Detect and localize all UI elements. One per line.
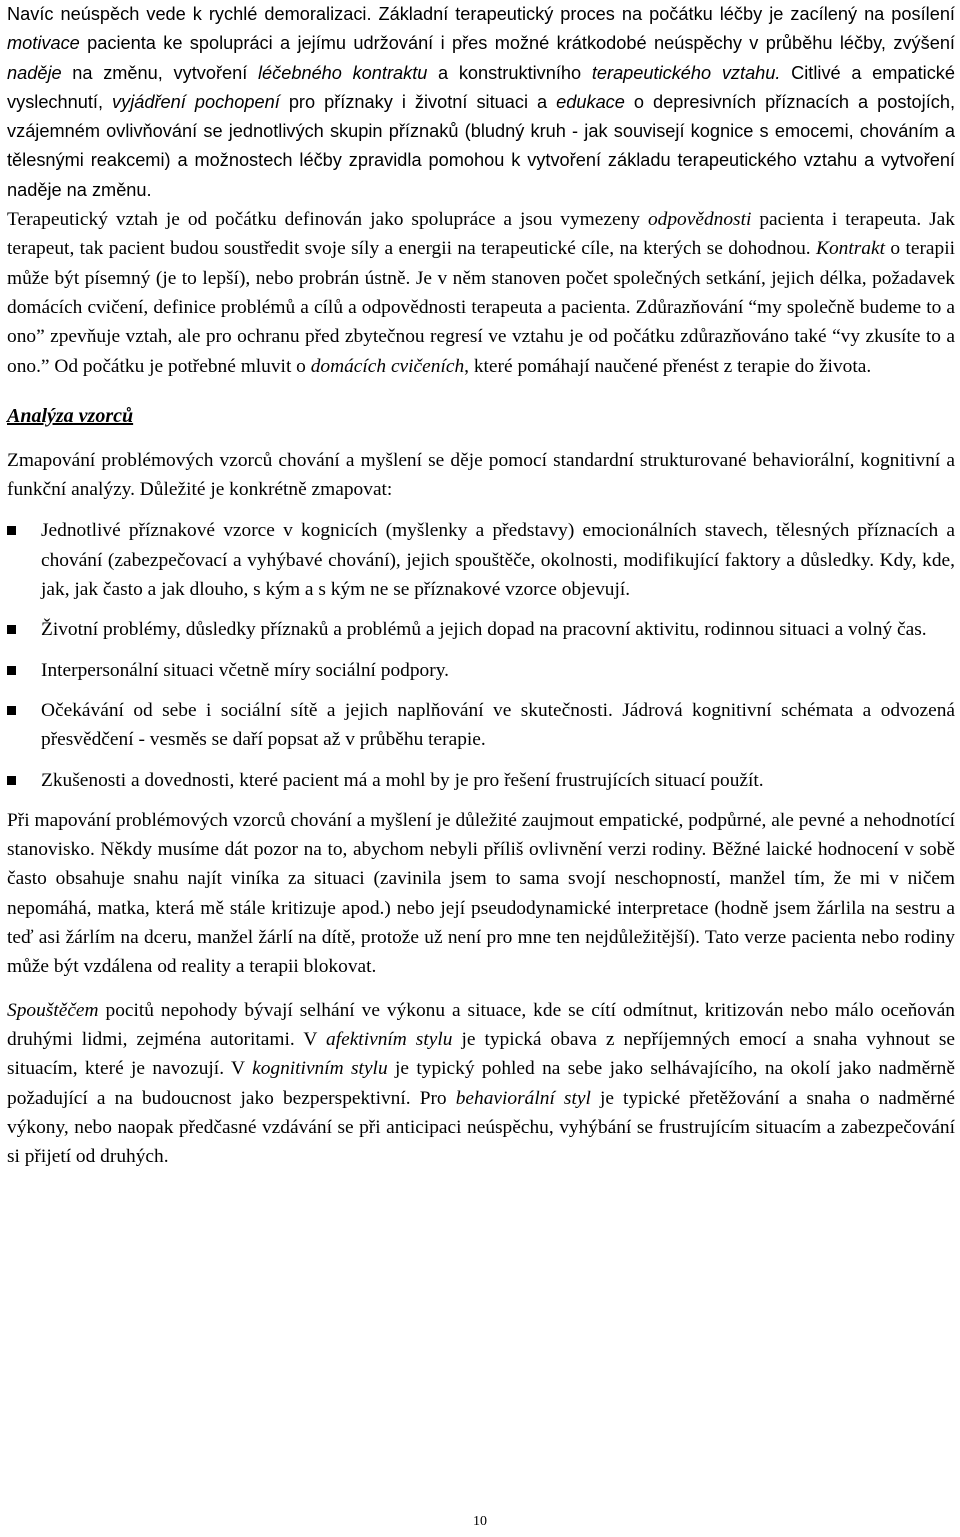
square-bullet-icon [7, 666, 16, 675]
run-1 [7, 4, 955, 200]
text-run: je typické přetěžování a snaha o nadměrné výkony, nebo naopak předčasné vzdávání se při anticipaci neúspěchu, vyhýbání se frustrujícím situacím a zabezpečování si přijetí od druhých. [7, 1087, 955, 1168]
text-run: o depresivních příznacích a postojích, vzájemném ovlivňování se jednotlivých skupin příznaků (bludný kruh - jak souvisejí kognice s emocemi, chováním a tělesnými reakcemi) a možnostech léčby zpravidla pomohou k vytvoření základu terapeutického vztahu a vytvoření naděje na změnu. [7, 91, 956, 200]
text-run: Navíc neúspěch vede k rychlé demoralizaci. Základní terapeutický proces na počátku léčby je zacílený na posílení [7, 4, 955, 24]
list-item [7, 766, 955, 795]
italic-text-run: behaviorální styl [455, 1087, 591, 1109]
paragraph-mapping-stance: Při mapování problémových vzorců chování a myšlení je důležité zaujmout empatické, podpůrné, ale pevné a nehodnotící stanovisko. Někdy musíme dát pozor na to, abychom nebyli příliš ovlivnění verzi rodiny. Běžné laické hodnocení v sobě často obsahuje snahu najít viníka za situaci (zavinila jsem to sama svojí neschopností, manžel tím, že mi v ničem nepomáhá, matka, která mě stále kritizuje apod.) nebo její pseudodynamické interpretace (hodně jsem žárlila na sestru a teď asi žárlím na dceru, manžel žárlí na dítě, protože už není pro mne ten nejdůležitější). Tato verze pacienta nebo rodiny může být vzdálena od reality a terapii blokovat. [7, 809, 955, 978]
italic-text-run: vyjádření pochopení [112, 91, 280, 112]
document-page [7, 0, 955, 1171]
italic-text-run: kognitivním stylu [252, 1058, 388, 1080]
italic-text-run: naděje [7, 62, 62, 83]
square-bullet-icon [7, 706, 16, 715]
square-bullet-icon [7, 625, 16, 634]
text-run: a konstruktivního [427, 62, 592, 83]
text-run: , které pomáhají naučené přenést z terapie do života. [464, 355, 872, 377]
section-heading: Analýza vzorců [7, 404, 134, 427]
list-item [7, 516, 955, 604]
italic-text-run: léčebného kontraktu [257, 62, 428, 83]
text-run: pocitů nepohody bývají selhání ve výkonu a situace, kde se cítí odmítnut, kritizován nebo málo oceňován druhými lidmi, zejména autoritami. V [7, 999, 955, 1050]
list-item [7, 615, 955, 644]
list-item-text: Interpersonální situaci včetně míry sociální podpory. [41, 659, 449, 681]
paragraph-therapeutic-process [7, 0, 955, 205]
list-item-text: Jednotlivé příznakové vzorce v kognicích (myšlenky a představy) emocionálních stavech, tělesných příznacích a chování (zabezpečovací a vyhýbavé chování), jejich spouštěče, okolnosti, modifikující faktory a důsledky. Kdy, kde, jak, jak často a jak dlouho, s kým a s kým ne se příznakové vzorce objevují. [41, 520, 955, 601]
bullet-list [7, 516, 955, 794]
square-bullet-icon [7, 776, 16, 785]
text-run: pro příznaky i životní situaci a [279, 91, 557, 112]
italic-text-run: motivace [7, 33, 80, 54]
text-run: je typický pohled na sebe jako selhávajícího, na okolí jako nadměrně požadující a na budoucnost jako bezperspektivní. Pro [7, 1058, 955, 1109]
text-run: Terapeutický vztah je od počátku definován jako spolupráce a jsou vymezeny [7, 209, 648, 231]
text-run: pacienta i terapeuta. Jak terapeut, tak pacient budou soustředit svoje síly a energii na terapeutické cíle, na kterých se dohodnou. [7, 209, 955, 260]
list-item [7, 656, 955, 685]
paragraph-triggers-styles [7, 996, 955, 1172]
paragraph-analysis-intro: Zmapování problémových vzorců chování a myšlení se děje pomocí standardní strukturované behaviorální, kognitivní a funkční analýzy. Důležité je konkrétně zmapovat: [7, 449, 955, 501]
run-4 [7, 1000, 955, 1167]
text-run: je typická obava z nepříjemných emocí a snaha vyhnout se situacím, které je navozují. V [7, 1028, 956, 1080]
text-run: na změnu, vytvoření [61, 62, 258, 83]
list-item-text: Životní problémy, důsledky příznaků a problémů a jejich dopad na pracovní aktivitu, rodinnou situaci a volný čas. [41, 619, 927, 641]
italic-text-run: terapeutického vztahu. [591, 62, 781, 83]
text-run: pacienta ke spolupráci a jejímu udržování i přes možné krátkodobé neúspěchy v průběhu léčby, zvýšení [79, 33, 955, 54]
run-2 [7, 209, 955, 376]
text-run: Citlivé a empatické vyslechnutí, [7, 62, 955, 112]
italic-text-run: domácích cvičeních [310, 355, 465, 377]
italic-text-run: Kontrakt [816, 238, 885, 260]
list-item [7, 696, 955, 755]
italic-text-run: afektivním stylu [326, 1028, 453, 1050]
list-item-text: Zkušenosti a dovednosti, které pacient má a mohl by je pro řešení frustrujících situací použít. [41, 769, 764, 791]
text-run: o terapii může být písemný (je to lepší), nebo probrán ústně. Je v něm stanoven počet společných setkání, jejich délka, požadavek domácích cvičení, definice problémů a cílů a odpovědnosti terapeuta a pacienta. Zdůrazňování “my společně budeme to a ono” zpevňuje vztah, ale pro ochranu před zbytečnou regresí ve vztahu je od počátku zdůrazňováno také “vy zkusíte to a ono.” Od počátku je potřebné mluvit o [7, 238, 956, 377]
paragraph-therapeutic-relationship [7, 205, 955, 381]
list-item-text: Očekávání od sebe i sociální sítě a jejich naplňování ve skutečnosti. Jádrová kognitivní schémata a odvozená přesvědčení - vesměs se daří popsat až v průběhu terapie. [41, 699, 955, 751]
square-bullet-icon [7, 526, 16, 535]
italic-text-run: odpovědnosti [647, 209, 752, 231]
italic-text-run: Spouštěčem [7, 999, 99, 1021]
page-number: 10 [473, 1514, 487, 1529]
italic-text-run: edukace [556, 91, 625, 112]
